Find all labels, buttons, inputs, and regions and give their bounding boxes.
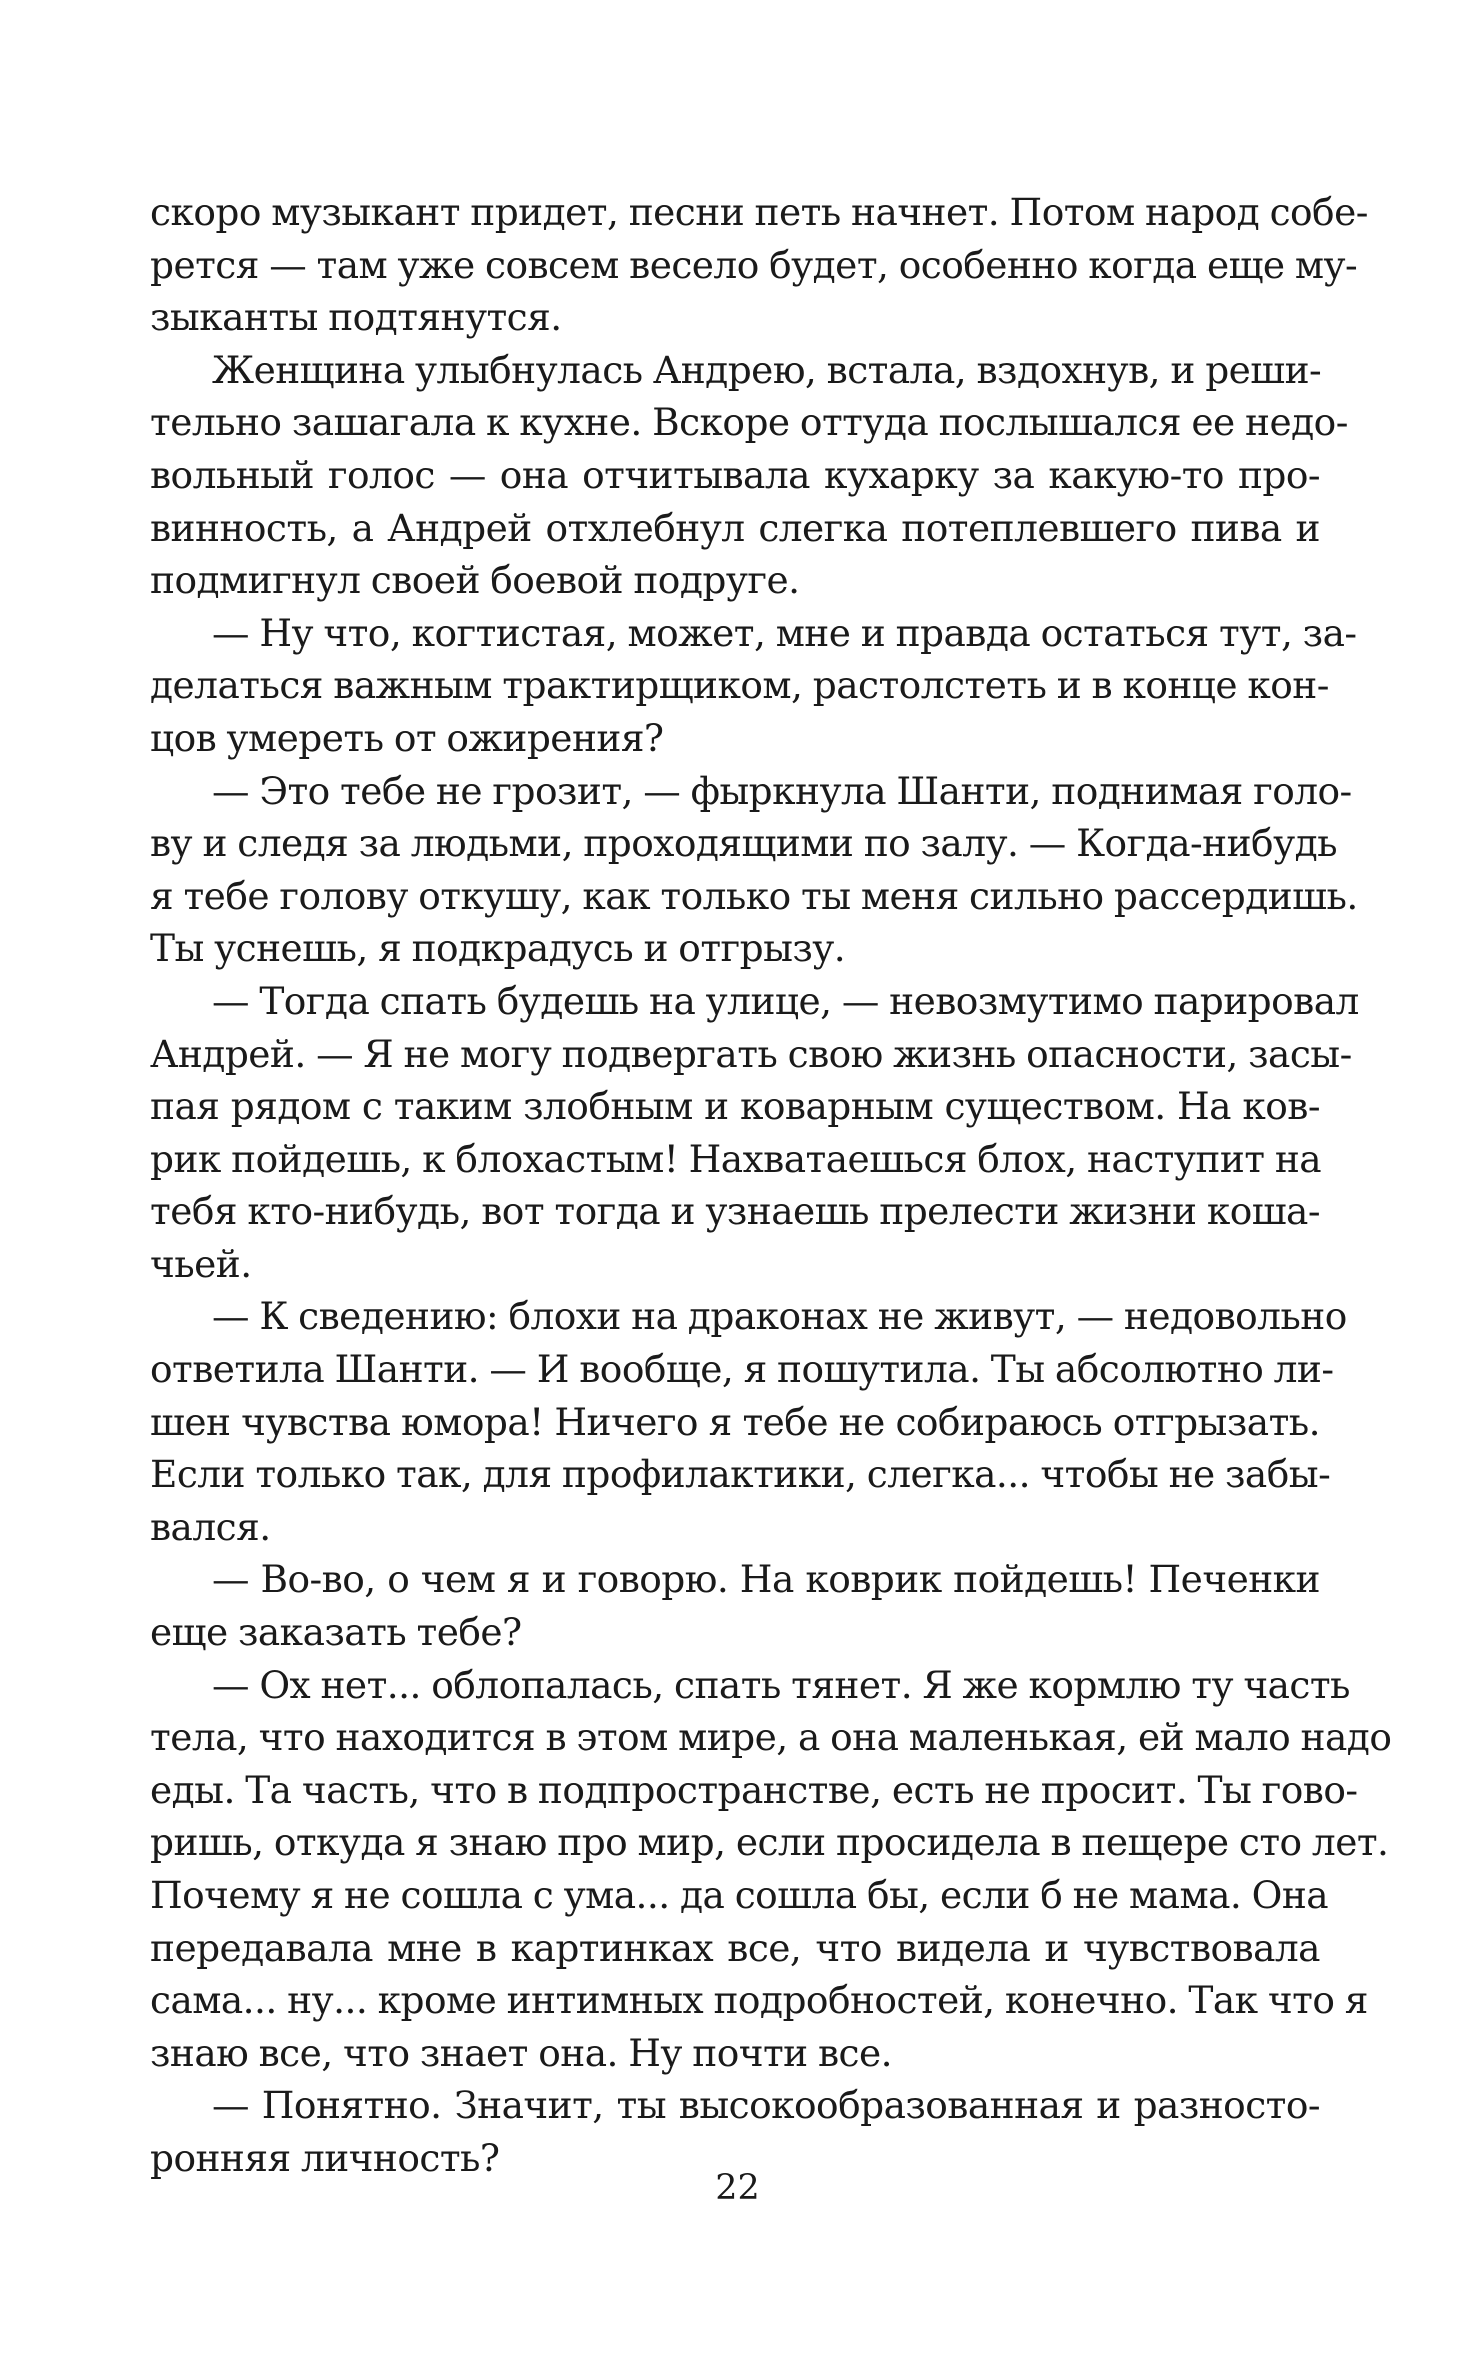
text-line: вольный голос — она отчитывала кухарку за какую-то про-	[150, 452, 1320, 497]
text-line: еды. Та часть, что в подпространстве, есть не просит. Ты гово-	[150, 1767, 1358, 1812]
text-line: — Тогда спать будешь на улице, — невозмутимо парировал	[212, 978, 1359, 1023]
text-line: Андрей. — Я не могу подвергать свою жизнь опасности, засы-	[150, 1031, 1352, 1076]
text-line: Почему я не сошла с ума... да сошла бы, если б не мама. Она	[150, 1873, 1329, 1917]
text-line: Женщина улыбнулась Андрею, встала, вздохнув, и реши-	[212, 347, 1322, 392]
text-line: шен чувства юмора! Ничего я тебе не собираюсь отгрызать.	[150, 1399, 1320, 1444]
text-line: ву и следя за людьми, проходящими по залу. — Когда-нибудь	[150, 821, 1337, 866]
text-line: винность, а Андрей отхлебнул слегка потеплевшего пива и	[150, 505, 1320, 550]
text-line: делаться важным трактирщиком, растолстеть и в конце кон-	[150, 663, 1329, 708]
text-line: — Ну что, когтистая, может, мне и правда остаться тут, за-	[212, 610, 1357, 655]
text-line: передавала мне в картинках все, что видела и чувствовала	[150, 1925, 1320, 1970]
text-line: тельно зашагала к кухне. Вскоре оттуда послышался ее недо-	[150, 400, 1348, 445]
text-line: тела, что находится в этом мире, а она маленькая, ей мало надо	[150, 1715, 1392, 1760]
text-line: зыканты подтянутся.	[150, 295, 562, 340]
text-line: скоро музыкант придет, песни петь начнет. Потом народ собе-	[150, 190, 1368, 234]
body-text	[150, 186, 1392, 2185]
text-line: Ты уснешь, я подкрадусь и отгрызу.	[150, 926, 846, 971]
text-line: — Ох нет... облопалась, спать тянет. Я же кормлю ту часть	[212, 1662, 1350, 1707]
text-line: — К сведению: блохи на драконах не живут, — недовольно	[212, 1294, 1347, 1339]
text-line: тебя кто-нибудь, вот тогда и узнаешь прелести жизни коша-	[150, 1189, 1320, 1234]
text-line: Если только так, для профилактики, слегка... чтобы не забы-	[150, 1452, 1331, 1497]
text-line: рется — там уже совсем весело будет, особенно когда еще му-	[150, 242, 1358, 287]
text-line: рик пойдешь, к блохастым! Нахватаешься блох, наступит на	[150, 1136, 1322, 1181]
text-line: — Во-во, о чем я и говорю. На коврик пойдешь! Печенки	[212, 1557, 1320, 1602]
text-line: ронняя личность?	[150, 2135, 500, 2180]
text-line: ришь, откуда я знаю про мир, если просидела в пещере сто лет.	[150, 1820, 1389, 1865]
text-line: пая рядом с таким злобным и коварным существом. На ков-	[150, 1084, 1320, 1129]
text-line: знаю все, что знает она. Ну почти все.	[150, 2030, 893, 2075]
text-line: вался.	[150, 1504, 271, 1549]
text-line: цов умереть от ожирения?	[150, 715, 664, 760]
text-line: я тебе голову откушу, как только ты меня сильно рассердишь.	[150, 873, 1358, 918]
text-line: чьей.	[150, 1241, 252, 1286]
text-line: ответила Шанти. — И вообще, я пошутила. Ты абсолютно ли-	[150, 1347, 1334, 1392]
text-line: — Это тебе не грозит, — фыркнула Шанти, поднимая голо-	[212, 768, 1352, 813]
text-line: еще заказать тебе?	[150, 1610, 522, 1655]
text-line: сама... ну... кроме интимных подробностей, конечно. Так что я	[150, 1978, 1368, 2023]
text-line: подмигнул своей боевой подруге.	[150, 558, 800, 603]
page-number: 22	[715, 2168, 760, 2208]
text-line: — Понятно. Значит, ты высокообразованная и разносто-	[212, 2083, 1320, 2128]
